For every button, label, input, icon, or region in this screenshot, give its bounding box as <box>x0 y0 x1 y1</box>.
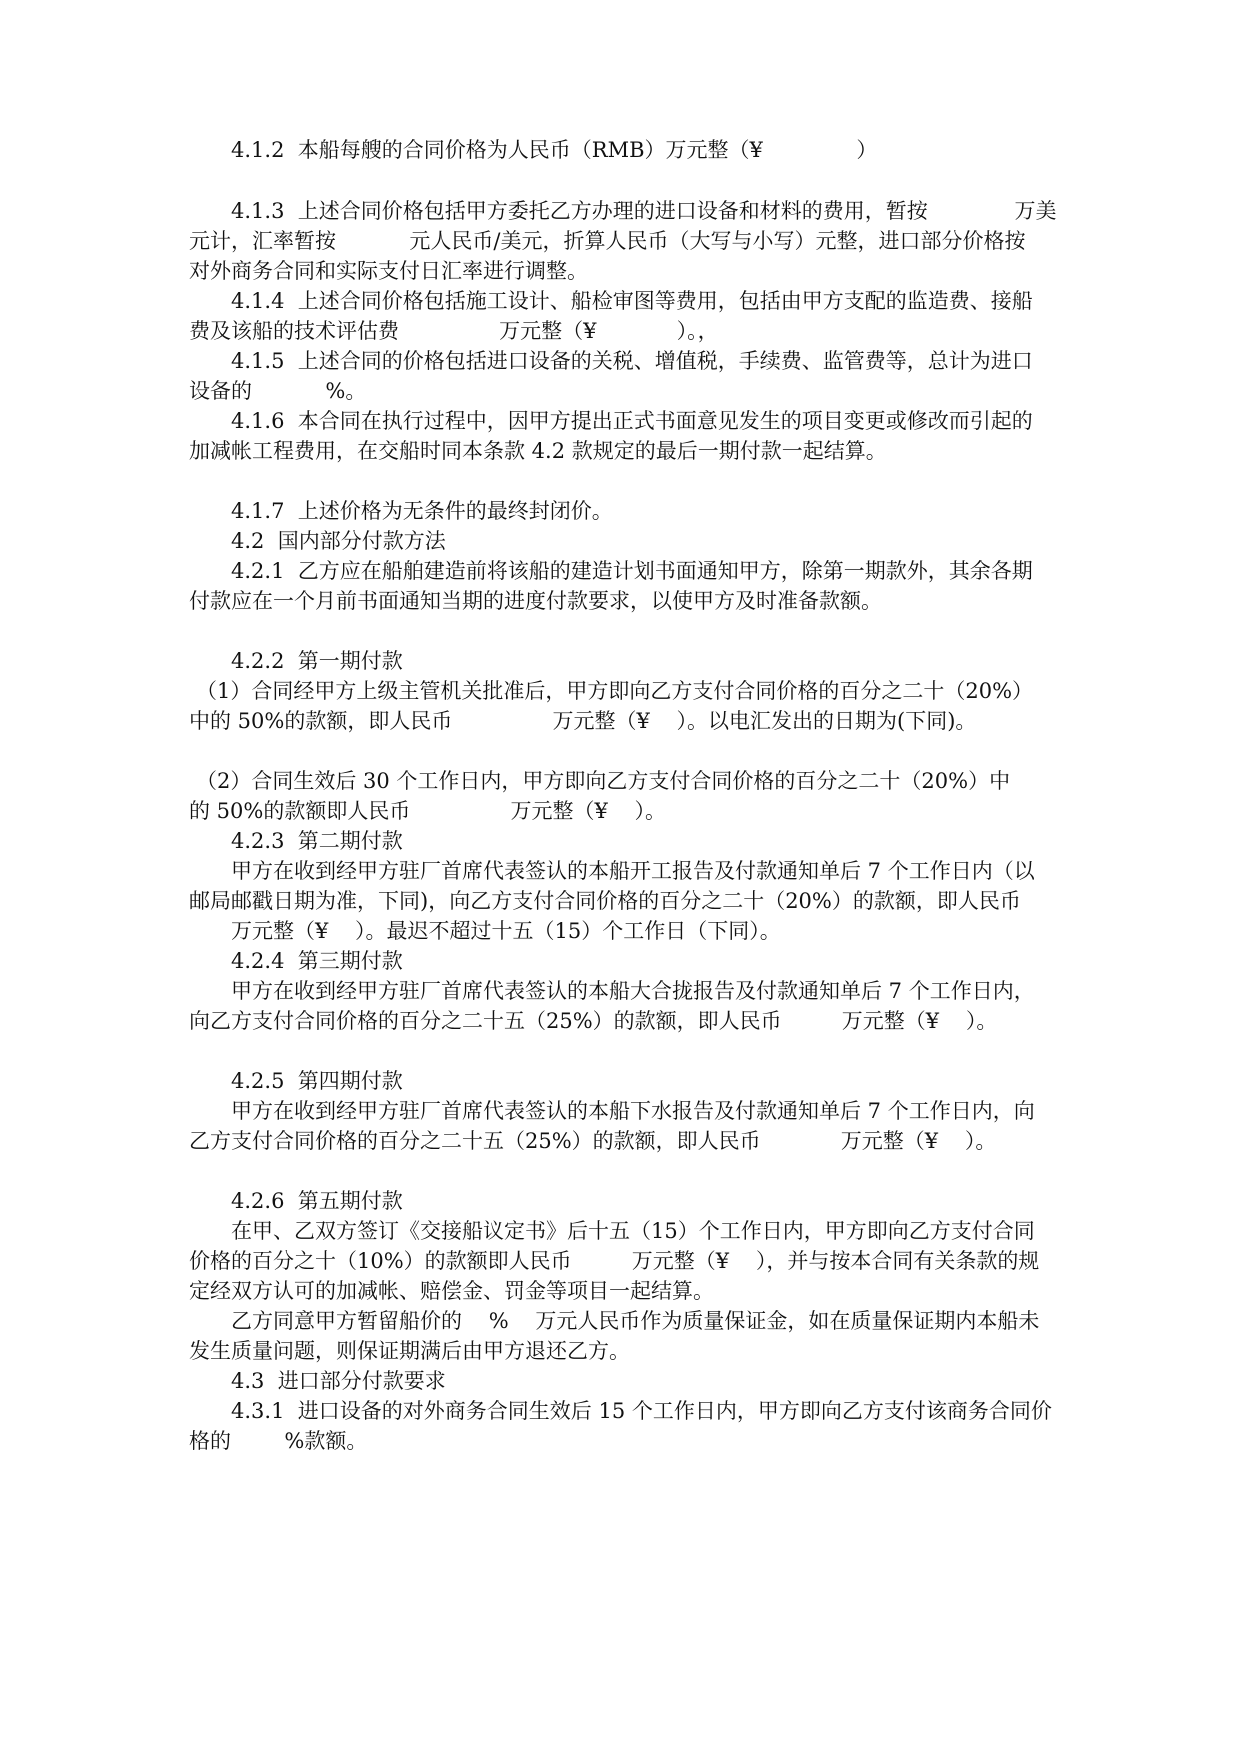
clause-4-2-1-cont: 付款应在一个月前书面通知当期的进度付款要求，以使甲方及时准备款额。 <box>189 589 882 613</box>
clause-4-2-1: 4.2.1 乙方应在船舶建造前将该船的建造计划书面通知甲方，除第一期款外，其余各期 <box>231 559 1033 583</box>
clause-4-1-3: 4.1.3 上述合同价格包括甲方委托乙方办理的进口设备和材料的费用，暂按 万美 <box>231 199 1057 223</box>
clause-4-1-5-cont: 设备的 %。 <box>189 379 367 403</box>
clause-4-2-6-body: 在甲、乙双方签订《交接船议定书》后十五（15）个工作日内，甲方即向乙方支付合同 <box>231 1219 1035 1243</box>
clause-4-3-1: 4.3.1 进口设备的对外商务合同生效后 15 个工作日内，甲方即向乙方支付该商务合同价 <box>231 1399 1052 1423</box>
clause-4-2-2-item-1: （1）合同经甲方上级主管机关批准后，甲方即向乙方支付合同价格的百分之二十（20%） <box>196 679 1034 703</box>
clause-4-2-2-item-2-cont: 的 50%的款额即人民币 万元整（¥ ）。 <box>189 799 667 823</box>
clause-4-1-3-cont: 元计，汇率暂按 元人民币/美元，折算人民币（大写与小写）元整，进口部分价格按 <box>189 229 1026 253</box>
clause-4-2-2-item-2: （2）合同生效后 30 个工作日内，甲方即向乙方支付合同价格的百分之二十（20%）中 <box>196 769 1011 793</box>
section-4-3-heading: 4.3 进口部分付款要求 <box>231 1369 446 1393</box>
clause-4-1-6-cont: 加减帐工程费用，在交船时同本条款 4.2 款规定的最后一期付款一起结算。 <box>189 439 887 463</box>
clause-4-2-2-item-1-cont: 中的 50%的款额，即人民币 万元整（¥ ）。以电汇发出的日期为(下同)。 <box>189 709 977 733</box>
clause-4-2-3-body: 甲方在收到经甲方驻厂首席代表签认的本船开工报告及付款通知单后 7 个工作日内（以 <box>231 859 1035 883</box>
quality-deposit-clause: 乙方同意甲方暂留船价的 % 万元人民币作为质量保证金，如在质量保证期内本船未 <box>231 1309 1040 1333</box>
clause-4-1-3-cont: 对外商务合同和实际支付日汇率进行调整。 <box>189 259 588 283</box>
clause-4-2-3-body-cont: 万元整（¥ ）。最迟不超过十五（15）个工作日（下同）。 <box>231 919 781 943</box>
clause-4-2-6-body-cont: 价格的百分之十（10%）的款额即人民币 万元整（¥ ），并与按本合同有关条款的规 <box>189 1249 1040 1273</box>
clause-4-2-4-body-cont: 向乙方支付合同价格的百分之二十五（25%）的款额，即人民币 万元整（¥ ）。 <box>189 1009 998 1033</box>
clause-4-2-5-body: 甲方在收到经甲方驻厂首席代表签认的本船下水报告及付款通知单后 7 个工作日内，向 <box>231 1099 1035 1123</box>
clause-4-2-4-heading: 4.2.4 第三期付款 <box>231 949 403 973</box>
clause-4-2-3-body-cont: 邮局邮戳日期为准，下同)，向乙方支付合同价格的百分之二十（20%）的款额，即人民币 <box>189 889 1021 913</box>
clause-4-3-1-cont: 格的 %款额。 <box>189 1429 368 1453</box>
clause-4-2-2-heading: 4.2.2 第一期付款 <box>231 649 403 673</box>
clause-4-1-5: 4.1.5 上述合同的价格包括进口设备的关税、增值税，手续费、监管费等，总计为进口 <box>231 349 1033 373</box>
clause-4-1-7: 4.1.7 上述价格为无条件的最终封闭价。 <box>231 499 613 523</box>
clause-4-1-6: 4.1.6 本合同在执行过程中，因甲方提出正式书面意见发生的项目变更或修改而引起的 <box>231 409 1033 433</box>
clause-4-2-6-body-cont: 定经双方认可的加减帐、赔偿金、罚金等项目一起结算。 <box>189 1279 714 1303</box>
clause-4-1-2: 4.1.2 本船每艘的合同价格为人民币（RMB）万元整（¥ ） <box>231 138 878 162</box>
clause-4-2-6-heading: 4.2.6 第五期付款 <box>231 1189 403 1213</box>
section-4-2-heading: 4.2 国内部分付款方法 <box>231 529 446 553</box>
quality-deposit-clause-cont: 发生质量问题，则保证期满后由甲方退还乙方。 <box>189 1339 630 1363</box>
clause-4-1-4-cont: 费及该船的技术评估费 万元整（¥ ）。， <box>189 319 719 343</box>
clause-4-2-5-body-cont: 乙方支付合同价格的百分之二十五（25%）的款额，即人民币 万元整（¥ ）。 <box>189 1129 997 1153</box>
clause-4-2-5-heading: 4.2.5 第四期付款 <box>231 1069 403 1093</box>
clause-4-2-4-body: 甲方在收到经甲方驻厂首席代表签认的本船大合拢报告及付款通知单后 7 个工作日内， <box>231 979 1035 1003</box>
clause-4-2-3-heading: 4.2.3 第二期付款 <box>231 829 403 853</box>
clause-4-1-4: 4.1.4 上述合同价格包括施工设计、船检审图等费用，包括由甲方支配的监造费、接船 <box>231 289 1033 313</box>
